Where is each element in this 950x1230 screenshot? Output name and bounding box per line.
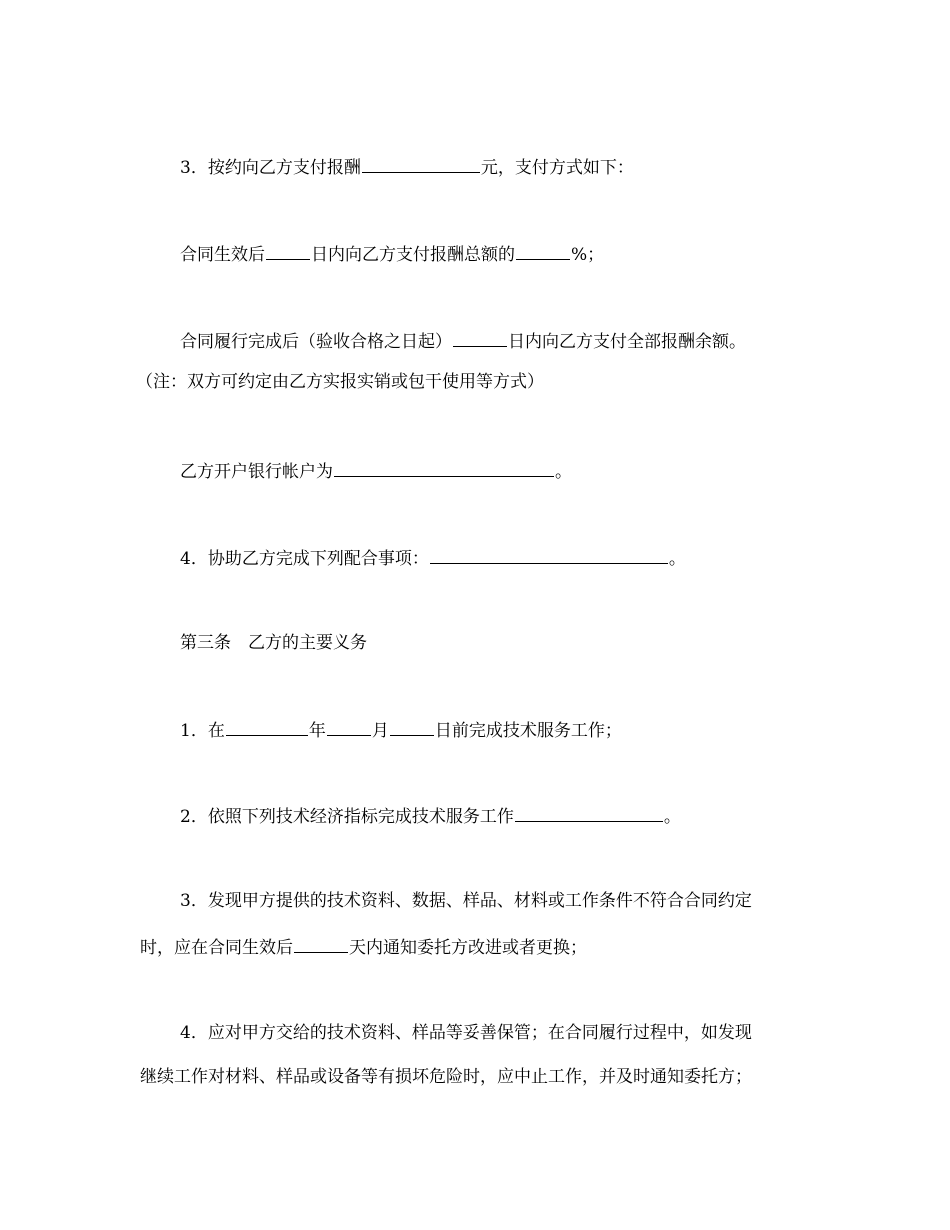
notify-text-line2: 时，应在合同生效后 (140, 938, 293, 958)
deadline-text-end: 日前完成技术服务工作； (434, 721, 622, 741)
custody-text-line1: 4．应对甲方交给的技术资料、样品等妥善保管；在合同履行过程中，如发现 (180, 1023, 752, 1043)
assistance-clause (180, 545, 686, 569)
final-days-blank (453, 328, 507, 347)
custody-clause-line1 (180, 1021, 752, 1045)
assistance-text-end: 。 (668, 549, 686, 569)
payment-clause (180, 154, 634, 178)
notify-text-line2-end: 天内通知委托方改进或者更换； (349, 938, 587, 958)
year-blank (226, 717, 308, 736)
indicators-clause (180, 803, 681, 827)
indicators-text: 2．依照下列技术经济指标完成技术服务工作 (180, 807, 514, 827)
article-three-heading (180, 631, 367, 655)
payment-clause-text-end: 元，支付方式如下： (480, 158, 634, 178)
notify-clause-line2 (140, 934, 587, 958)
first-payment-text-end: %； (571, 245, 605, 265)
indicators-text-end: 。 (663, 807, 681, 827)
bank-account-text: 乙方开户银行帐户为 (180, 462, 333, 482)
assistance-blank (430, 545, 668, 564)
note-line (136, 370, 544, 394)
deadline-text: 1．在 (180, 721, 225, 741)
bank-account-text-end: 。 (555, 462, 572, 482)
year-label: 年 (308, 721, 326, 741)
final-payment-clause (180, 328, 746, 352)
notify-text-line1: 3．发现甲方提供的技术资料、数据、样品、材料或工作条件不符合合同约定 (180, 891, 752, 911)
custody-text-line2: 继续工作对材料、样品或设备等有损坏危险时，应中止工作，并及时通知委托方； (140, 1067, 752, 1087)
first-payment-text: 合同生效后 (180, 245, 265, 265)
notify-clause-line1 (180, 889, 752, 913)
bank-account-blank (334, 458, 554, 477)
final-payment-text: 合同履行完成后（验收合格之日起） (180, 332, 452, 352)
note-text: （注：双方可约定由乙方实报实销或包干使用等方式） (136, 372, 544, 392)
percent-blank (516, 241, 570, 260)
days-blank (266, 241, 310, 260)
deadline-clause (180, 717, 622, 741)
bank-account-clause (180, 458, 572, 482)
payment-clause-text: 3．按约向乙方支付报酬 (180, 158, 361, 178)
payment-amount-blank (362, 154, 480, 173)
notify-days-blank (294, 934, 348, 953)
custody-clause-line2 (140, 1065, 752, 1089)
day-blank (390, 717, 434, 736)
indicators-blank (515, 803, 663, 822)
first-payment-text-mid: 日内向乙方支付报酬总额的 (311, 245, 515, 265)
month-label: 月 (371, 721, 389, 741)
final-payment-text-end: 日内向乙方支付全部报酬余额。 (508, 332, 746, 352)
article-three-title: 第三条 乙方的主要义务 (180, 633, 367, 653)
month-blank (327, 717, 371, 736)
assistance-text: 4．协助乙方完成下列配合事项： (180, 549, 429, 569)
first-payment-clause (180, 241, 604, 265)
